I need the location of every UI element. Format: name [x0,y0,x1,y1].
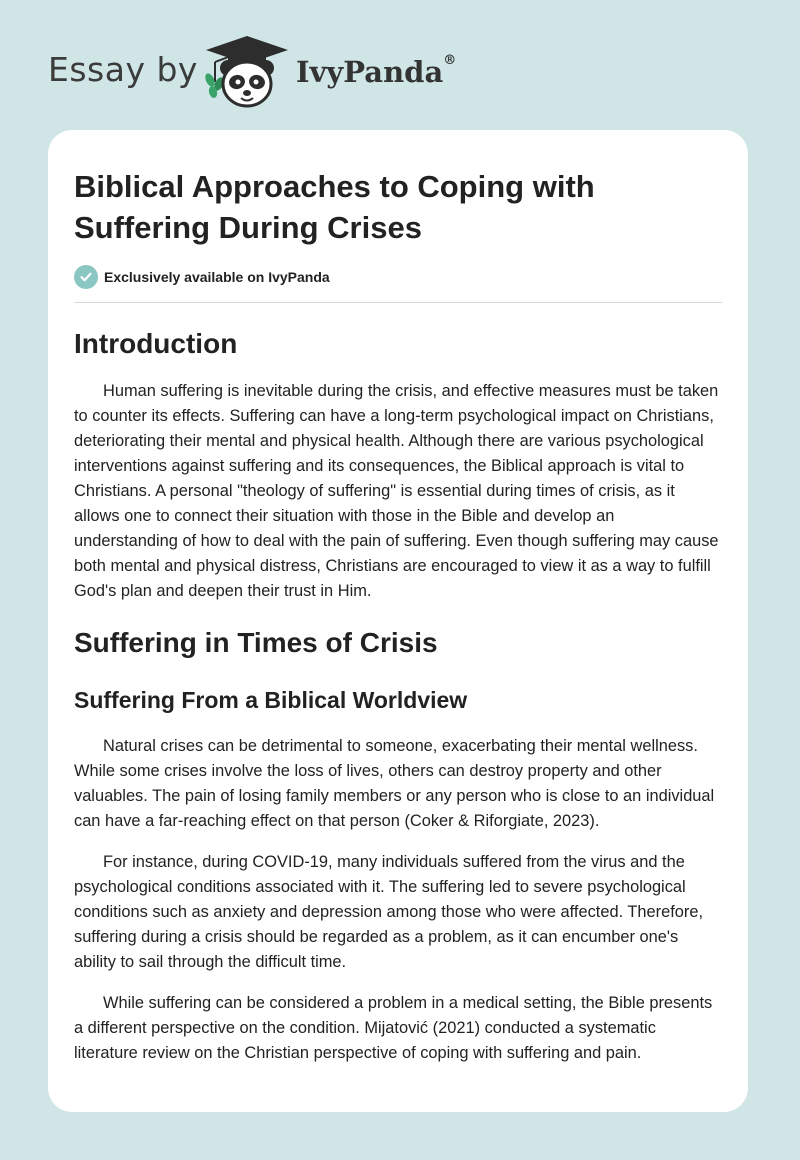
heading-suffering-crisis: Suffering in Times of Crisis [74,627,438,658]
brand-name[interactable]: IvyPanda® [296,53,457,89]
registered-mark: ® [443,53,457,68]
paragraph-worldview-3: While suffering can be considered a problem in a medical setting, the Bible presents a different perspective on the condition. Mijatović (2021) conducted a systematic literature review on the Christian perspective of coping with suffering and pain. [74,994,713,1062]
site-header [0,0,800,130]
paragraph-worldview-1: Natural crises can be detrimental to someone, exacerbating their mental wellness. While some crises involve the loss of lives, others can destroy property and other valuables. The pain of losing family members or any person who is close to an individual can have a far-reaching effect on that person (Coker & Riforgiate, 2023). [74,737,715,830]
brand-prefix: Essay by [48,50,198,89]
heading-introduction: Introduction [74,328,238,359]
paragraph-worldview-2: For instance, during COVID-19, many individuals suffered from the virus and the psychological conditions associated with it. The suffering led to severe psychological conditions such as anxiety and depression among those who were affected. Therefore, suffering during a crisis should be regarded as a problem, as it can encumber one's ability to sail through the difficult time. [74,853,703,971]
check-circle-icon [74,265,98,289]
badge-text: Exclusively available on IvyPanda [104,269,330,285]
panda-logo-icon[interactable] [200,32,295,110]
title-divider [74,302,722,303]
exclusive-badge [74,265,722,289]
essay-card [48,130,748,1112]
essay-title: Biblical Approaches to Coping with Suffering During Crises [74,169,595,245]
heading-biblical-worldview: Suffering From a Biblical Worldview [74,687,468,713]
paragraph-intro: Human suffering is inevitable during the crisis, and effective measures must be taken to counter its effects. Suffering can have a long-term psychological impact on Christians, deteriorating their mental and physical health. Although there are various psychological interventions against suffering and its consequences, the Biblical approach is vital to Christians. A personal "theology of suffering" is essential during times of crisis, as it allows one to connect their situation with those in the Bible and develop an understanding of how to deal with the pain of suffering. Even though suffering may cause both mental and physical distress, Christians are encouraged to view it as a way to fulfill God's plan and deepen their trust in Him. [74,382,719,600]
